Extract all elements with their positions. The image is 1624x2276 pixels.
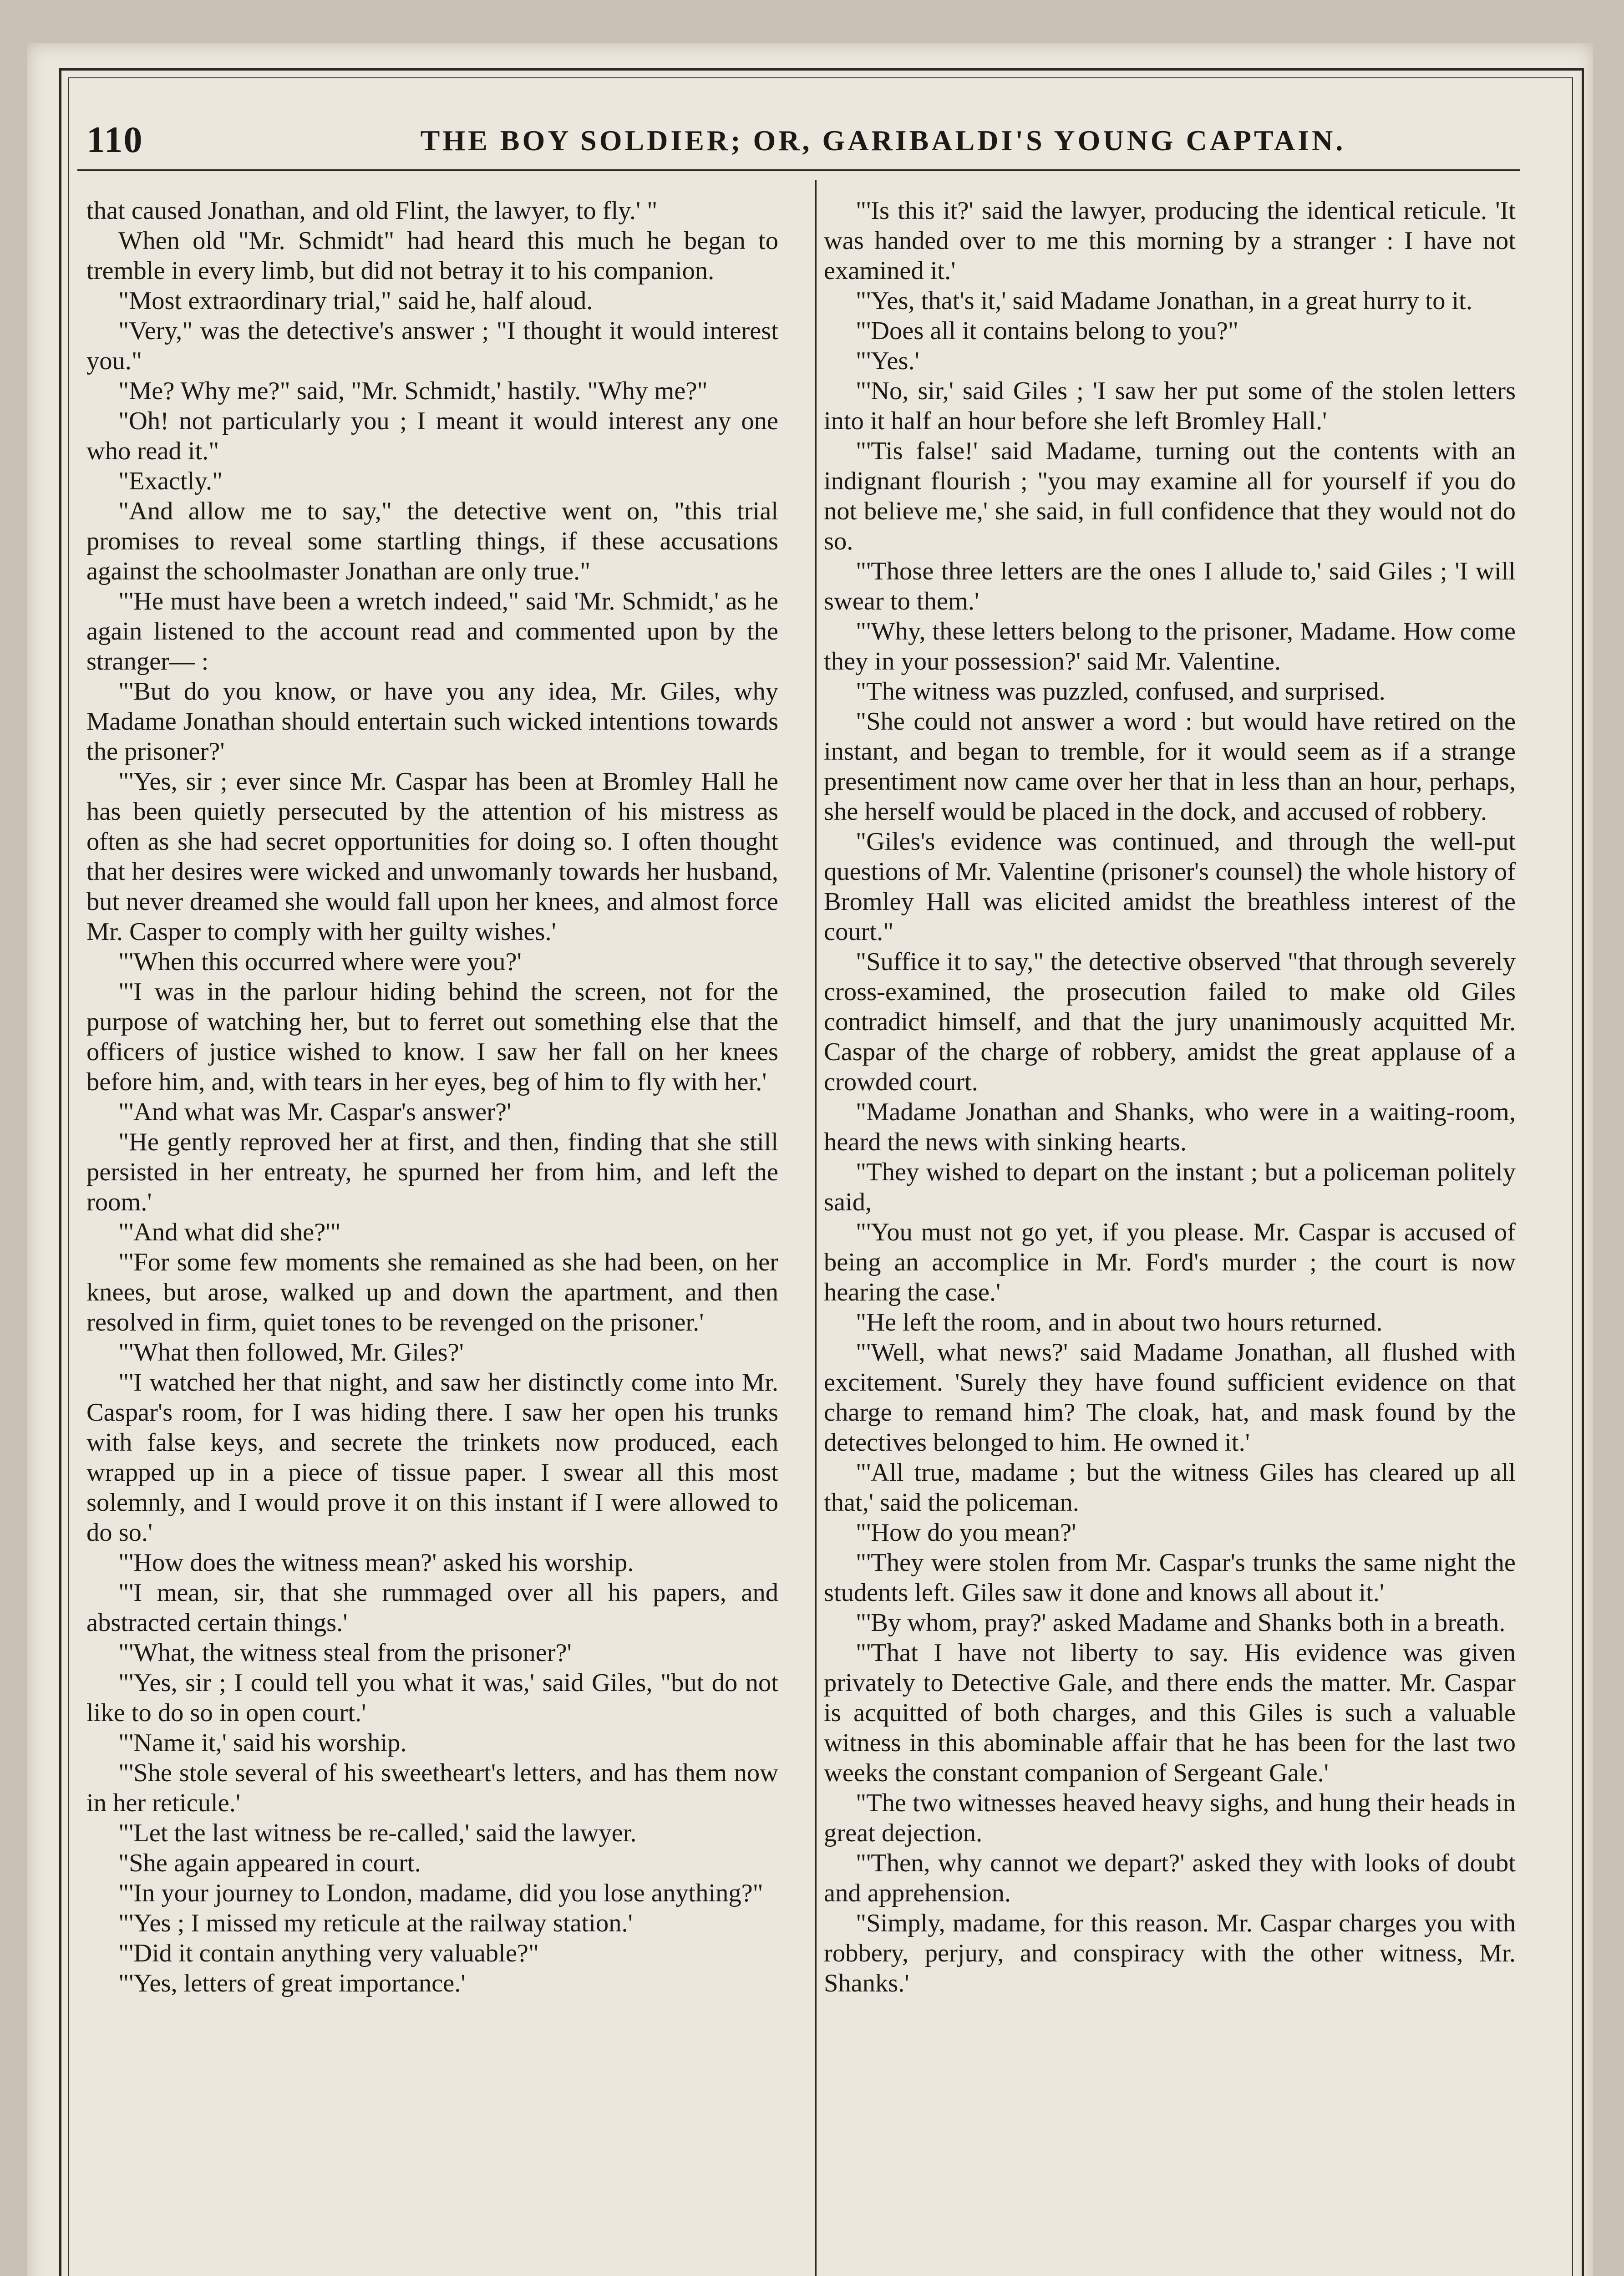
- paragraph: "'Yes, sir ; ever since Mr. Caspar has been at Bromley Hall he has been quietly persecuted by the attention of his mistress as often as she had secret opportunities for doing so. I often thought that her desires were wicked and unwomanly towards her husband, but never dreamed she would fall upon her knees, and almost force Mr. Casper to comply with her guilty wishes.': [86, 767, 778, 946]
- paragraph: "'Does all it contains belong to you?": [856, 317, 1238, 345]
- paragraph: "'They were stolen from Mr. Caspar's trunks the same night the students left. Giles saw it done and knows all about it.': [824, 1549, 1516, 1607]
- paragraph: "Simply, madame, for this reason. Mr. Caspar charges you with robbery, perjury, and conspiracy with the other witness, Mr. Shanks.': [824, 1909, 1516, 1997]
- paragraph: "'I watched her that night, and saw her distinctly come into Mr. Caspar's room, for I was hiding there. I saw her open his trunks with false keys, and secrete the trinkets now produced, each wrapped up in a piece of tissue paper. I swear all this most solemnly, and I would prove it on this instant if I were allowed to do so.': [86, 1368, 778, 1547]
- paragraph: "'How do you mean?': [856, 1519, 1076, 1547]
- paragraph: "'What, the witness steal from the prisoner?': [118, 1639, 572, 1667]
- paragraph: "Suffice it to say," the detective observed "that through severely cross-examined, the prosecution failed to make old Giles contradict himself, and that the jury unanimously acquitted Mr. Caspar of the charge of robbery, amidst the great applause of a crowded court.: [824, 948, 1516, 1096]
- paragraph: "He gently reproved her at first, and then, finding that she still persisted in her entreaty, he spurned her from him, and left the room.': [86, 1128, 778, 1216]
- paragraph: "'Yes, sir ; I could tell you what it was,' said Giles, "but do not like to do so in open court.': [86, 1669, 778, 1727]
- paragraph: "And allow me to say," the detective went on, "this trial promises to reveal some startling things, if these accusations against the schoolmaster Jonathan are only true.": [86, 497, 778, 585]
- paragraph: "'Why, these letters belong to the prisoner, Madame. How come they in your possession?' said Mr. Valentine.: [824, 617, 1516, 676]
- paragraph: "'For some few moments she remained as she had been, on her knees, but arose, walked up and down the apartment, and then resolved in firm, quiet tones to be revenged on the prisoner.': [86, 1248, 778, 1336]
- paragraph: "She again appeared in court.: [118, 1849, 421, 1877]
- paragraph: "Most extraordinary trial," said he, half aloud.: [118, 287, 593, 315]
- paragraph: "'What then followed, Mr. Giles?': [118, 1338, 464, 1367]
- paragraph: "'By whom, pray?' asked Madame and Shanks both in a breath.: [856, 1609, 1506, 1637]
- paragraph: "Madame Jonathan and Shanks, who were in a waiting-room, heard the news with sinking hearts.: [824, 1098, 1516, 1156]
- paragraph: "'Did it contain anything very valuable?": [118, 1939, 539, 1967]
- page-number: 110: [86, 119, 143, 160]
- column-divider: [815, 180, 817, 2276]
- paragraph: "'Then, why cannot we depart?' asked they with looks of doubt and apprehension.: [824, 1849, 1516, 1907]
- paragraph: "'I mean, sir, that she rummaged over all his papers, and abstracted certain things.': [86, 1579, 778, 1637]
- paragraph: "'That I have not liberty to say. His evidence was given privately to Detective Gale, and there ends the matter. Mr. Caspar is acquitted of both charges, and this Giles is such a valuable witness in this abominable affair that he has been for the last two weeks the constant companion of Sergeant Gale.': [824, 1639, 1516, 1787]
- paragraph: "'Yes, that's it,' said Madame Jonathan, in a great hurry to it.: [856, 287, 1472, 315]
- paragraph: "'Those three letters are the ones I allude to,' said Giles ; 'I will swear to them.': [824, 557, 1516, 615]
- header-rule: [77, 169, 1520, 171]
- paragraph: "The witness was puzzled, confused, and surprised.: [856, 677, 1385, 706]
- paragraph: "She could not answer a word : but would have retired on the instant, and began to tremble, for it would seem as if a strange presentiment now came over her that in less than an hour, perhaps, she herself would be placed in the dock, and accused of robbery.: [824, 707, 1516, 826]
- running-header: [86, 114, 1529, 168]
- paragraph: "'Name it,' said his worship.: [118, 1729, 407, 1757]
- paragraph: "'Well, what news?' said Madame Jonathan, all flushed with excitement. 'Surely they have found sufficient evidence on that charge to remand him? The cloak, hat, and mask found by the detectives belonged to him. He owned it.': [824, 1338, 1516, 1457]
- paragraph: "'And what did she?'": [118, 1218, 341, 1246]
- paragraph: When old "Mr. Schmidt" had heard this much he began to tremble in every limb, but did not betray it to his companion.: [86, 227, 778, 285]
- paragraph: "'She stole several of his sweetheart's letters, and has them now in her reticule.': [86, 1759, 778, 1817]
- paragraph: "'Tis false!' said Madame, turning out the contents with an indignant flourish ; "you may examine all for yourself if you do not believe me,' she said, in full confidence that they would not do so.: [824, 437, 1516, 555]
- paragraph: "'You must not go yet, if you please. Mr. Caspar is accused of being an accomplice in Mr. Ford's murder ; the court is now hearing the case.': [824, 1218, 1516, 1306]
- paragraph: that caused Jonathan, and old Flint, the lawyer, to fly.' ": [86, 197, 658, 225]
- paragraph: "'How does the witness mean?' asked his worship.: [118, 1549, 634, 1577]
- paragraph: "Oh! not particularly you ; I meant it would interest any one who read it.": [86, 407, 778, 465]
- paragraph: "Giles's evidence was continued, and through the well-put questions of Mr. Valentine (prisoner's counsel) the whole history of Bromley Hall was elicited amidst the breathless interest of the court.": [824, 828, 1516, 946]
- paragraph: "'I was in the parlour hiding behind the screen, not for the purpose of watching her, but to ferret out something else that the officers of justice wished to know. I saw her fall on her knees before him, and, with tears in her eyes, beg of him to fly with her.': [86, 978, 778, 1096]
- paragraph: "They wished to depart on the instant ; but a policeman politely said,: [824, 1158, 1516, 1216]
- paragraph: "'Yes.': [856, 347, 919, 375]
- paragraph: "He left the room, and in about two hours returned.: [856, 1308, 1383, 1336]
- paragraph: "The two witnesses heaved heavy sighs, and hung their heads in great dejection.: [824, 1789, 1516, 1847]
- paragraph: "'In your journey to London, madame, did you lose anything?": [118, 1879, 763, 1907]
- paragraph: "'No, sir,' said Giles ; 'I saw her put some of the stolen letters into it half an hour before she left Bromley Hall.': [824, 377, 1516, 435]
- paragraph: "Exactly.": [118, 467, 223, 495]
- paragraph: "'All true, madame ; but the witness Giles has cleared up all that,' said the policeman.: [824, 1458, 1516, 1517]
- paragraph: "'Let the last witness be re-called,' said the lawyer.: [118, 1819, 637, 1847]
- paragraph: "'But do you know, or have you any idea, Mr. Giles, why Madame Jonathan should entertain such wicked intentions towards the prisoner?': [86, 677, 778, 766]
- paragraph: "'He must have been a wretch indeed," said 'Mr. Schmidt,' as he again listened to the account read and commented upon by the stranger— :: [86, 587, 778, 676]
- running-title: THE BOY SOLDIER; OR, GARIBALDI'S YOUNG CAPTAIN.: [420, 124, 1346, 157]
- right-column: [824, 196, 1516, 2276]
- paragraph: "'Yes ; I missed my reticule at the railway station.': [118, 1909, 633, 1937]
- paragraph: "'Is this it?' said the lawyer, producing the identical reticule. 'It was handed over to me this morning by a stranger : I have not examined it.': [824, 197, 1516, 285]
- paragraph: "'When this occurred where were you?': [118, 948, 522, 976]
- paragraph: "'Yes, letters of great importance.': [118, 1969, 466, 1997]
- paragraph: "'And what was Mr. Caspar's answer?': [118, 1098, 512, 1126]
- left-column: [86, 196, 778, 2276]
- paragraph: "Me? Why me?" said, "Mr. Schmidt,' hastily. "Why me?": [118, 377, 708, 405]
- paragraph: "Very," was the detective's answer ; "I thought it would interest you.": [86, 317, 778, 375]
